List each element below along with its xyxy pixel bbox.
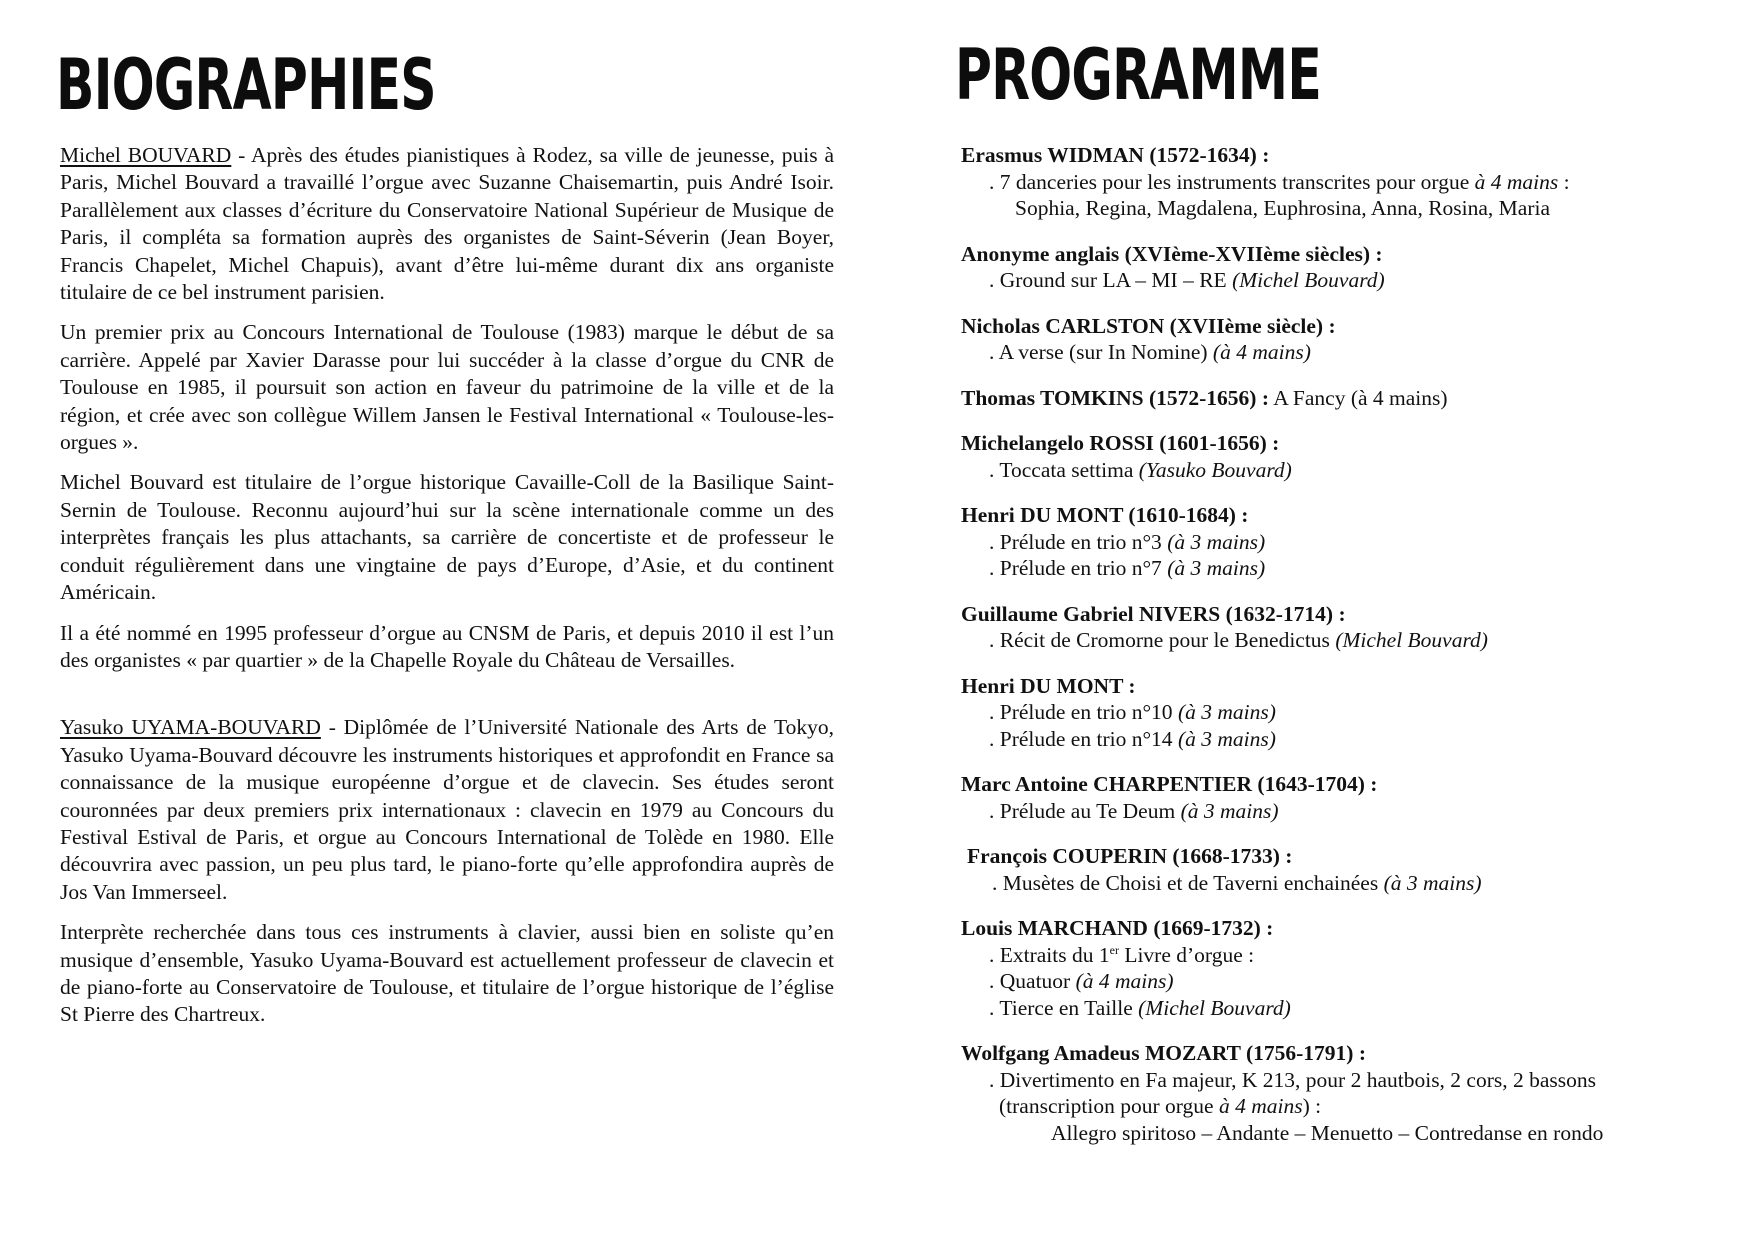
work-title: A Fancy (à 4 mains) [1269, 385, 1448, 410]
work-line [961, 726, 1741, 753]
programme-entry-dumont-1 [961, 502, 1741, 582]
composer-name: Marc Antoine CHARPENTIER (1643-1704) : [961, 772, 1378, 796]
work-title: . Prélude en trio n°14 [989, 726, 1178, 751]
work-note: (à 3 mains) [1167, 529, 1266, 554]
work-note: (à 3 mains) [1383, 870, 1482, 895]
programme-list [961, 142, 1741, 1165]
work-note: à 4 mains [1474, 169, 1559, 194]
programme-entry-tomkins [961, 385, 1741, 412]
work-title-rest: Livre d’orgue : [1118, 942, 1255, 967]
composer-name: Anonyme anglais (XVIème-XVIIème siècles) : [961, 241, 1383, 266]
work-title: . Prélude en trio n°10 [989, 700, 1178, 724]
work-title: . 7 danceries pour les instruments transcrites pour orgue [989, 169, 1475, 194]
work-note: (à 4 mains) [1075, 969, 1174, 993]
work-title: . Quatuor [989, 969, 1076, 993]
work-note: (Yasuko Bouvard) [1138, 457, 1292, 482]
programme-entry-charpentier [961, 771, 1741, 824]
movements-line: Allegro spiritoso – Andante – Menuetto – Contredanse en rondo [1051, 1120, 1604, 1145]
biographies-heading: BIOGRAPHIES [56, 44, 436, 126]
work-line [961, 457, 1741, 484]
work-note: (à 3 mains) [1177, 700, 1276, 724]
biographies-column [60, 142, 834, 1042]
work-title: . A verse (sur In Nomine) [989, 340, 1213, 364]
composer-name: Henri DU MONT : [961, 673, 1136, 698]
work-title: . Récit de Cromorne pour le Benedictus [989, 628, 1336, 652]
work-note: à 4 mains [1218, 1094, 1303, 1118]
bio-text: - Après des études pianistiques à Rodez, sa ville de jeunesse, puis à Paris, Michel Bouvard a travaillé l’orgue avec Suzanne Chaisemartin, puis André Isoir. Parallèlement aux classes d’écriture du Conservatoire National Supérieur de Musique de Paris, il compléta sa formation auprès des organistes de Saint-Séverin (Jean Boyer, Francis Chapelet, Michel Chapuis), avant d’être lui-même durant dix ans organiste titulaire de ce bel instrument parisien. [60, 143, 834, 305]
work-note: (à 3 mains) [1167, 556, 1266, 580]
work-line [961, 995, 1741, 1022]
work-title: (transcription pour orgue [999, 1094, 1219, 1118]
work-title: . Extraits du 1 [989, 942, 1110, 967]
work-title: . Musètes de Choisi et de Taverni enchainées [992, 870, 1384, 895]
work-line [961, 968, 1741, 995]
bio-michel-paragraph-1 [60, 142, 834, 306]
work-line [961, 529, 1741, 556]
work-line [961, 699, 1741, 726]
bio-yasuko-paragraph-1 [60, 714, 834, 906]
composer-name: Thomas TOMKINS (1572-1656) : [961, 385, 1269, 410]
work-note: (Michel Bouvard) [1138, 995, 1291, 1020]
programme-heading: PROGRAMME [955, 34, 1322, 116]
composer-name: Erasmus WIDMAN (1572-1634) : [961, 143, 1270, 167]
work-line [961, 1093, 1741, 1120]
programme-entry-rossi [961, 430, 1741, 483]
programme-entry-carlston [961, 313, 1741, 366]
work-line [961, 627, 1741, 654]
composer-name: Louis MARCHAND (1669-1732) : [961, 916, 1274, 940]
bio-name-michel: Michel BOUVARD [60, 143, 232, 167]
programme-entry-nivers [961, 601, 1741, 654]
bio-michel-paragraph-4: Il a été nommé en 1995 professeur d’orgue au CNSM de Paris, et depuis 2010 il est l’un des organistes « par quartier » de la Chapelle Royale du Château de Versailles. [60, 620, 834, 672]
work-line [961, 870, 1741, 897]
work-note: (Michel Bouvard) [1335, 628, 1488, 652]
bio-text: - Diplômée de l’Université Nationale des Arts de Tokyo, Yasuko Uyama-Bouvard découvre les instruments historiques et approfondit en France sa connaissance de la musique européenne d’orgue et de clavecin. Ses études seront couronnées par deux premiers prix internationaux : clavecin en 1979 au Concours du Festival Estival de Paris, et orgue au Concours International de Tolède en 1980. Elle découvrira avec passion, un peu plus tard, le piano-forte qu’elle approfondira auprès de Jos Van Immerseel. [60, 715, 835, 904]
bio-michel-paragraph-2: Un premier prix au Concours International de Toulouse (1983) marque le début de sa carrière. Appelé par Xavier Darasse pour lui succéder à la classe d’orgue du CNR de Toulouse en 1985, il poursuit son action en faveur du patrimoine de la ville et de la région, et crée avec son collègue Willem Jansen le Festival International « Toulouse-les-orgues ». [60, 320, 834, 455]
work-line [961, 798, 1741, 825]
programme-entry-anonyme [961, 241, 1741, 294]
work-line: . Divertimento en Fa majeur, K 213, pour 2 hautbois, 2 cors, 2 bassons [989, 1067, 1597, 1092]
work-title: . Prélude en trio n°7 [989, 556, 1168, 580]
work-suffix: : [1558, 169, 1570, 194]
composer-name: Guillaume Gabriel NIVERS (1632-1714) : [961, 601, 1346, 626]
work-line [961, 267, 1741, 294]
work-note: (à 4 mains) [1212, 340, 1311, 364]
composer-line [961, 385, 1741, 412]
programme-entry-widman [961, 142, 1741, 222]
work-line [961, 555, 1741, 582]
work-suffix: ) : [1302, 1094, 1322, 1118]
programme-entry-couperin [961, 843, 1741, 896]
work-title: . Ground sur LA – MI – RE [989, 268, 1233, 292]
work-subline: Sophia, Regina, Magdalena, Euphrosina, Anna, Rosina, Maria [1015, 196, 1551, 220]
work-note: (à 3 mains) [1180, 798, 1279, 823]
bio-name-yasuko: Yasuko UYAMA-BOUVARD [60, 715, 321, 740]
work-title: . Prélude en trio n°3 [989, 529, 1168, 554]
bio-yasuko-paragraph-2: Interprète recherchée dans tous ces instruments à clavier, aussi bien en soliste qu’en musique d’ensemble, Yasuko Uyama-Bouvard est actuellement professeur de clavecin et de piano-forte au Conservatoire de Toulouse, et titulaire de l’orgue historique de l’église St Pierre des Chartreux. [60, 920, 834, 1027]
work-title: . Toccata settima [989, 457, 1139, 482]
work-title: . Tierce en Taille [989, 995, 1139, 1020]
programme-entry-mozart [961, 1040, 1741, 1146]
composer-name: François COUPERIN (1668-1733) : [967, 844, 1293, 868]
work-title: . Prélude au Te Deum [989, 798, 1181, 823]
programme-entry-dumont-2 [961, 673, 1741, 753]
ordinal-superscript: er [1109, 942, 1119, 957]
work-line [961, 339, 1741, 366]
work-line [961, 169, 1741, 196]
composer-name: Henri DU MONT (1610-1684) : [961, 503, 1249, 527]
bio-michel-paragraph-3: Michel Bouvard est titulaire de l’orgue historique Cavaille-Coll de la Basilique Saint-Sernin de Toulouse. Reconnu aujourd’hui sur la scène internationale comme un des interprètes français les plus attachants, sa carrière de concertiste et de professeur le conduit régulièrement dans une vingtaine de pays d’Europe, d’Asie, et du continent Américain. [60, 470, 834, 605]
work-note: (à 3 mains) [1177, 726, 1276, 751]
work-line [961, 942, 1741, 969]
programme-entry-marchand [961, 915, 1741, 1021]
work-note: (Michel Bouvard) [1232, 268, 1385, 292]
composer-name: Michelangelo ROSSI (1601-1656) : [961, 431, 1280, 455]
composer-name: Nicholas CARLSTON (XVIIème siècle) : [961, 313, 1336, 338]
composer-name: Wolfgang Amadeus MOZART (1756-1791) : [961, 1041, 1366, 1065]
